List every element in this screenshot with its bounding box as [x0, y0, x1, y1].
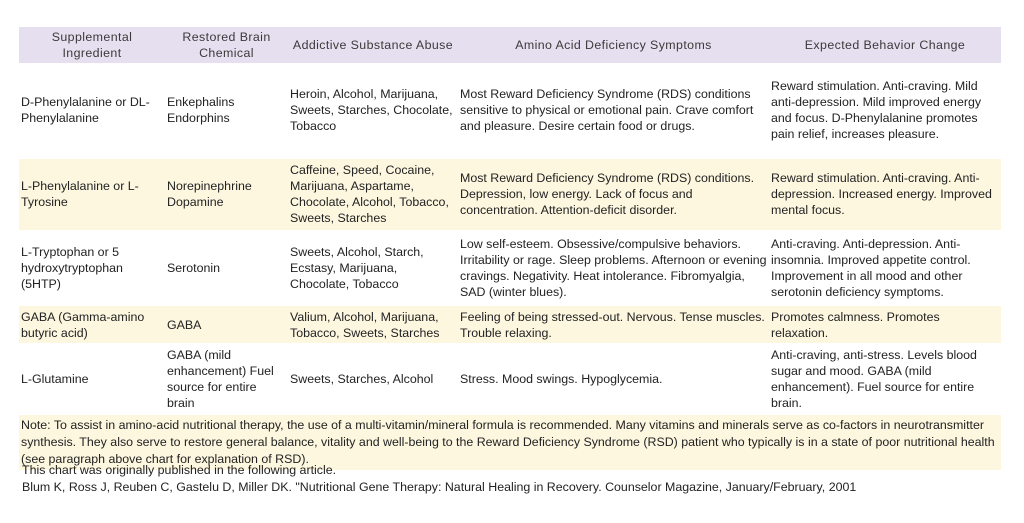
- cell-substance: Valium, Alcohol, Marijuana, Tobacco, Sweets, Starches: [288, 306, 458, 343]
- cell-symptoms: Stress. Mood swings. Hypoglycemia.: [458, 343, 769, 415]
- cell-behavior: Anti-craving, anti-stress. Levels blood sugar and mood. GABA (mild enhancement). Fuel source for entire brain.: [769, 343, 1001, 415]
- header-amino-acid-deficiency-symptoms: Amino Acid Deficiency Symptoms: [458, 27, 769, 63]
- cell-symptoms: Most Reward Deficiency Syndrome (RDS) conditions sensitive to physical or emotional pain. Crave comfort and pleasure. Desire certain food or drugs.: [458, 63, 769, 158]
- cell-chemical: GABA (mild enhancement) Fuel source for entire brain: [165, 343, 288, 415]
- table-row: [19, 63, 1001, 158]
- cell-symptoms: Most Reward Deficiency Syndrome (RDS) conditions. Depression, low energy. Lack of focus and concentration. Attention-deficit disorder.: [458, 158, 769, 230]
- cell-behavior: Anti-craving. Anti-depression. Anti-insomnia. Improved appetite control. Improvement in all mood and other serotonin deficiency symptoms.: [769, 230, 1001, 306]
- cell-chemical: Enkephalins Endorphins: [165, 63, 288, 158]
- cell-behavior: Promotes calmness. Promotes relaxation.: [769, 306, 1001, 343]
- table-row: [19, 343, 1001, 415]
- cell-substance: Heroin, Alcohol, Marijuana, Sweets, Starches, Chocolate, Tobacco: [288, 63, 458, 158]
- cell-ingredient: L-Tryptophan or 5 hydroxytryptophan (5HTP): [19, 230, 165, 306]
- cell-substance: Sweets, Starches, Alcohol: [288, 343, 458, 415]
- cell-symptoms: Feeling of being stressed-out. Nervous. Tense muscles. Trouble relaxing.: [458, 306, 769, 343]
- note-text: Note: To assist in amino-acid nutritional therapy, the use of a multi-vitamin/mineral formula is recommended. Many vitamins and minerals serve as co-factors in neurotransmitter synthesis. They also serve to restore general balance, vitality and well-being to the Reward Deficiency Syndrome (RSD) patient who typically is in a state of poor nutritional health (see paragraph above chart for explanation of RSD).: [19, 415, 1001, 470]
- citation-reference: Blum K, Ross J, Reuben C, Gastelu D, Miller DK. "Nutritional Gene Therapy: Natural Healing in Recovery. Counselor Magazine, January/February, 2001: [22, 480, 857, 494]
- citation: [22, 462, 856, 496]
- cell-chemical: GABA: [165, 306, 288, 343]
- cell-behavior: Reward stimulation. Anti-craving. Mild anti-depression. Mild improved energy and focus. D-Phenylalanine promotes pain relief, increases pleasure.: [769, 63, 1001, 158]
- amino-acid-chart-table: [19, 27, 1001, 470]
- cell-ingredient: L-Phenylalanine or L-Tyrosine: [19, 158, 165, 230]
- cell-substance: Caffeine, Speed, Cocaine, Marijuana, Aspartame, Chocolate, Alcohol, Tobacco, Sweets, Starches: [288, 158, 458, 230]
- cell-substance: Sweets, Alcohol, Starch, Ecstasy, Marijuana, Chocolate, Tobacco: [288, 230, 458, 306]
- header-supplemental-ingredient: Supplemental Ingredient: [19, 27, 165, 63]
- header-restored-brain-chemical: Restored Brain Chemical: [165, 27, 288, 63]
- table-header-row: [19, 27, 1001, 63]
- header-addictive-substance-abuse: Addictive Substance Abuse: [288, 27, 458, 63]
- cell-ingredient: GABA (Gamma-amino butyric acid): [19, 306, 165, 343]
- cell-behavior: Reward stimulation. Anti-craving. Anti-depression. Increased energy. Improved mental focus.: [769, 158, 1001, 230]
- citation-intro: This chart was originally published in the following article.: [22, 463, 337, 477]
- cell-chemical: Norepinephrine Dopamine: [165, 158, 288, 230]
- table-row: [19, 158, 1001, 230]
- header-expected-behavior-change: Expected Behavior Change: [769, 27, 1001, 63]
- cell-symptoms: Low self-esteem. Obsessive/compulsive behaviors. Irritability or rage. Sleep problems. Afternoon or evening cravings. Negativity. Heat intolerance. Fibromyalgia, SAD (winter blues).: [458, 230, 769, 306]
- cell-ingredient: L-Glutamine: [19, 343, 165, 415]
- table-row: [19, 230, 1001, 306]
- table-row: [19, 306, 1001, 343]
- cell-ingredient: D-Phenylalanine or DL-Phenylalanine: [19, 63, 165, 158]
- cell-chemical: Serotonin: [165, 230, 288, 306]
